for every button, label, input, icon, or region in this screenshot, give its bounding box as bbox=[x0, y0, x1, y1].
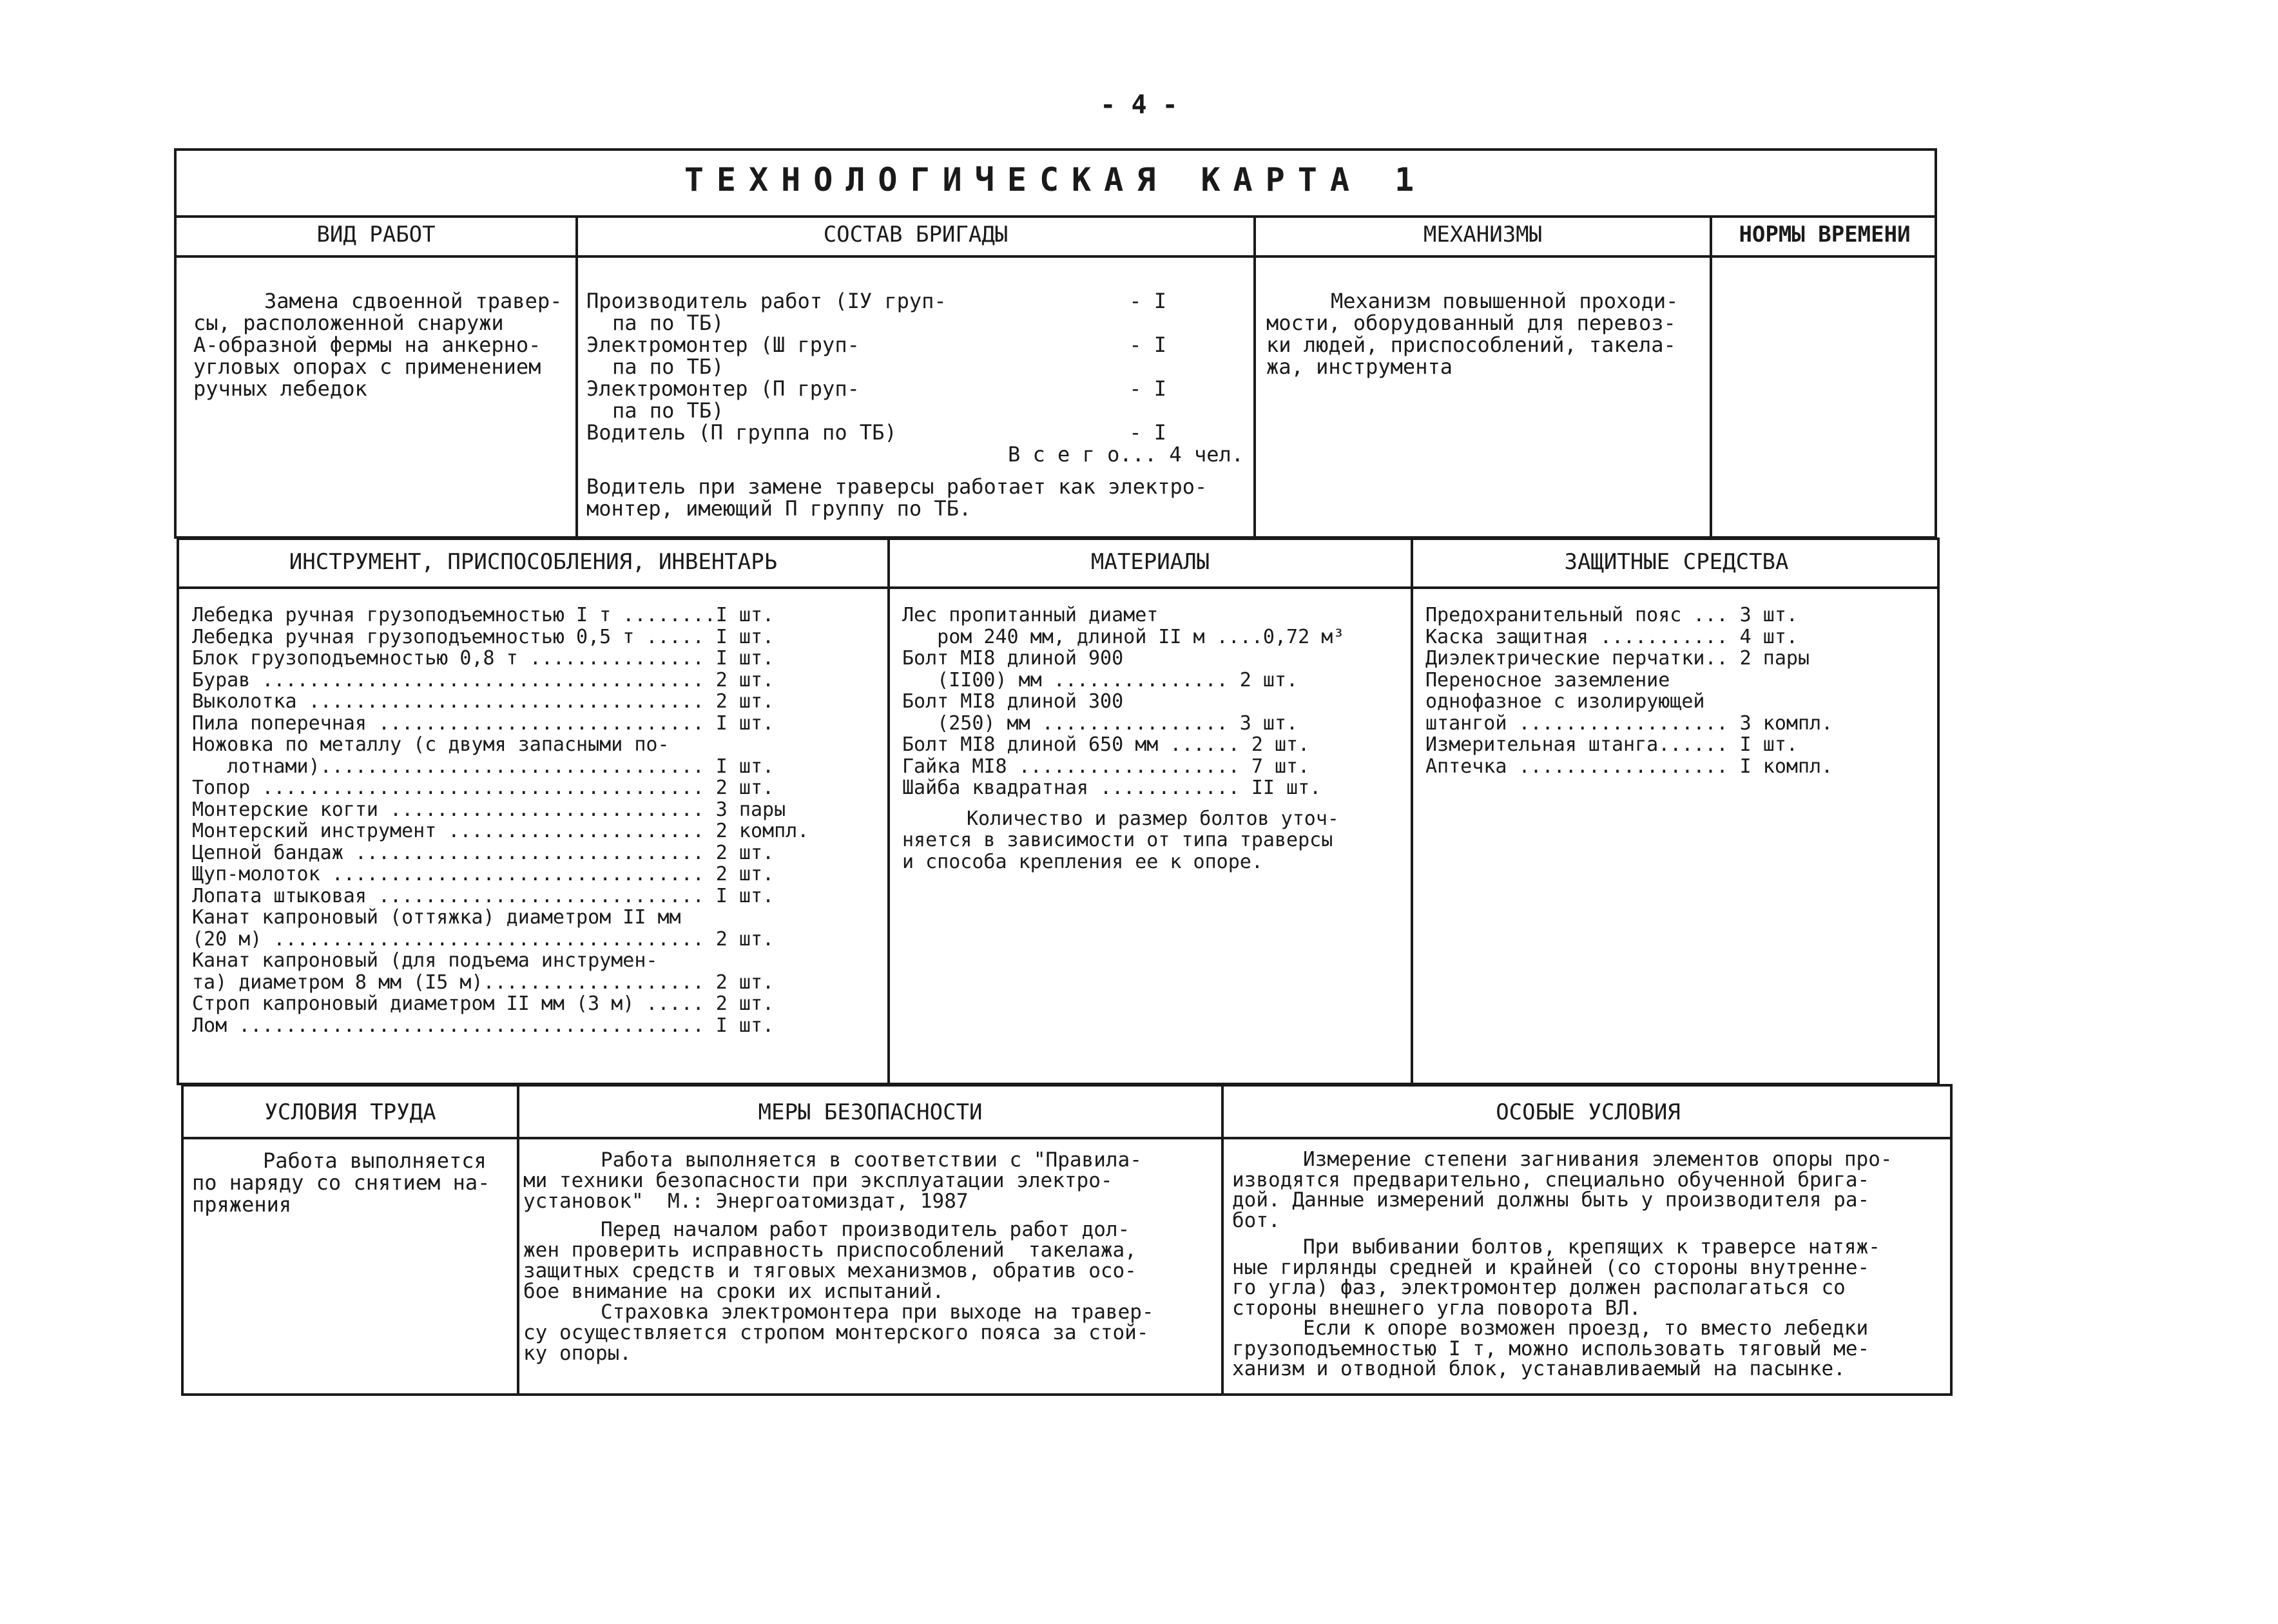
brigade-row-cont bbox=[586, 312, 1244, 334]
list-item: Болт MI8 длиной 300 bbox=[902, 690, 1124, 713]
divider bbox=[1221, 1084, 1224, 1396]
list-item: Лес пропитанный диамет bbox=[902, 604, 1159, 626]
zashchitnye-list bbox=[1425, 604, 1935, 777]
materialy-items bbox=[902, 604, 1408, 799]
brigade-count: - I bbox=[1129, 376, 1166, 401]
list-item: Измерительная штанга...... I шт. bbox=[1425, 733, 1798, 756]
header-materialy: МАТЕРИАЛЫ bbox=[1090, 549, 1210, 575]
list-item: Шайба квадратная ............ II шт. bbox=[902, 777, 1322, 799]
brigade-row bbox=[586, 334, 1244, 356]
osobye-paragraph: Если к опоре возможен проезд, то вместо лебедки грузоподъемностью I т, можно использовать тяговый ме- ханизм и отводной блок, устанавливаемый на пасынке. bbox=[1232, 1317, 1870, 1380]
osobye-paragraph: При выбивании болтов, крепящих к траверсе натяж- ные гирлянды средней и крайней (со стороны внутренне- го угла) фаз, электромонтер должен располагаться со стороны внешнего угла поворота ВЛ. bbox=[1232, 1235, 1880, 1320]
zashchitnye-items bbox=[1425, 604, 1935, 777]
divider bbox=[1253, 215, 1256, 539]
mekhanizmy-text bbox=[1266, 290, 1704, 378]
divider bbox=[174, 215, 1937, 218]
list-item: Строп капроновый диаметром II мм (3 м) ..... 2 шт. bbox=[192, 992, 775, 1015]
list-item: та) диаметром 8 мм (I5 м)................... 2 шт. bbox=[192, 971, 775, 994]
list-item: (250) мм ................ 3 шт. bbox=[902, 711, 1298, 735]
header-vid-rabot: ВИД РАБОТ bbox=[316, 222, 436, 247]
brigade-note: Водитель при замене траверсы работает как электро- монтер, имеющий П группу по ТБ. bbox=[586, 474, 1208, 521]
list-item: (II00) мм ............... 2 шт. bbox=[902, 668, 1298, 691]
list-item: Лебедка ручная грузоподъемностью I т ........I шт. bbox=[192, 604, 775, 626]
list-item: Предохранительный пояс ... 3 шт. bbox=[1425, 604, 1798, 626]
divider bbox=[1411, 537, 1413, 1085]
brigade-row bbox=[586, 290, 1244, 312]
list-item: Канат капроновый (для подъема инструмен- bbox=[192, 949, 658, 972]
list-item: Монтерский инструмент ...................... 2 компл. bbox=[192, 820, 809, 842]
list-item: Лопата штыковая ............................ I шт. bbox=[192, 884, 775, 907]
list-item: однофазное с изолирующей bbox=[1425, 690, 1705, 713]
header-zashchitnye: ЗАЩИТНЫЕ СРЕДСТВА bbox=[1564, 549, 1789, 575]
list-item: Монтерские когти ........................... 3 пары bbox=[192, 798, 786, 821]
brigade-role: Водитель (П группа по ТБ) bbox=[586, 420, 897, 445]
mekhanizmy-paragraph: Механизм повышенной проходи- мости, оборудованный для перевоз- ки людей, приспособлений, такела- жа, инструмента bbox=[1266, 289, 1679, 379]
materialy-list bbox=[902, 604, 1408, 873]
list-item: Щуп-молоток ................................ 2 шт. bbox=[192, 863, 775, 885]
list-item: Топор ...................................... 2 шт. bbox=[192, 777, 775, 799]
header-normy-vremeni: НОРМЫ ВРЕМЕНИ bbox=[1739, 222, 1911, 247]
vid-rabot-paragraph: Замена сдвоенной травер- сы, расположенной снаружи А-образной фермы на анкерно- угловых опорах с применением ручных лебедок bbox=[193, 289, 563, 401]
header-instrument: ИНСТРУМЕНТ, ПРИСПОСОБЛЕНИЯ, ИНВЕНТАРЬ bbox=[289, 549, 778, 575]
usloviya-text bbox=[192, 1150, 514, 1215]
list-item: лотнами)................................. I шт. bbox=[192, 755, 775, 778]
instrument-items bbox=[192, 604, 885, 1036]
osobye-paragraph: Измерение степени загнивания элементов опоры про- изводятся предварительно, специально обученной брига- дой. Данные измерений должны быть у производителя ра- бот. bbox=[1232, 1148, 1893, 1232]
list-item: Гайка MI8 ................... 7 шт. bbox=[902, 755, 1310, 778]
brigade-role-cont: па по ТБ) bbox=[612, 354, 724, 379]
brigade-row-cont bbox=[586, 356, 1244, 378]
header-osobye: ОСОБЫЕ УСЛОВИЯ bbox=[1496, 1099, 1681, 1125]
vid-rabot-text bbox=[193, 290, 574, 400]
brigade-count: - I bbox=[1129, 420, 1166, 445]
list-item: ром 240 мм, длиной II м ....0,72 м³ bbox=[902, 625, 1345, 648]
brigade-row bbox=[586, 421, 1244, 443]
materialy-note: Количество и размер болтов уточ- няется в зависимости от типа траверсы и способа крепления ее к опоре. bbox=[902, 807, 1339, 873]
brigade-role-cont: па по ТБ) bbox=[612, 398, 724, 423]
list-item: Диэлектрические перчатки.. 2 пары bbox=[1425, 647, 1810, 670]
list-item: Бурав ...................................... 2 шт. bbox=[192, 668, 775, 691]
mery-paragraph: Работа выполняется в соответствии с "Правила- ми техники безопасности при эксплуатации электро- установок" М.: Энергоатомиздат, 1987 bbox=[523, 1148, 1142, 1213]
list-item: Переносное заземление bbox=[1425, 668, 1670, 691]
list-item: (20 м) ..................................... 2 шт. bbox=[192, 927, 775, 951]
brigade-count: - I bbox=[1129, 333, 1166, 357]
list-item: Каска защитная ........... 4 шт. bbox=[1425, 625, 1798, 648]
divider bbox=[174, 255, 1937, 258]
divider bbox=[887, 537, 890, 1085]
list-item: Аптечка .................. I компл. bbox=[1425, 755, 1833, 778]
header-mery: МЕРЫ БЕЗОПАСНОСТИ bbox=[758, 1099, 983, 1125]
divider bbox=[517, 1084, 519, 1396]
header-usloviya: УСЛОВИЯ ТРУДА bbox=[264, 1099, 436, 1125]
brigade-role: Электромонтер (П груп- bbox=[586, 376, 860, 401]
document-title: ТЕХНОЛОГИЧЕСКАЯ КАРТА 1 bbox=[684, 161, 1427, 198]
osobye-text bbox=[1232, 1150, 1949, 1380]
brigade-role: Электромонтер (Ш груп- bbox=[586, 333, 860, 357]
divider bbox=[575, 215, 578, 539]
brigade-total: В с е г о... 4 чел. bbox=[1007, 442, 1244, 467]
list-item: Выколотка .................................. 2 шт. bbox=[192, 690, 775, 713]
usloviya-paragraph: Работа выполняется по наряду со снятием на- пряжения bbox=[192, 1148, 490, 1217]
page-number: - 4 - bbox=[1100, 90, 1178, 120]
list-item: Канат капроновый (оттяжка) диаметром II мм bbox=[192, 906, 681, 929]
brigade-composition bbox=[586, 290, 1244, 519]
instrument-list bbox=[192, 604, 885, 1036]
brigade-role-cont: па по ТБ) bbox=[612, 311, 724, 335]
divider bbox=[177, 586, 1940, 589]
brigade-row-cont bbox=[586, 400, 1244, 421]
list-item: Пила поперечная ............................ I шт. bbox=[192, 711, 775, 735]
mery-paragraph: Перед началом работ производитель работ дол- жен проверить исправность приспособлений такелажа, защитных средств и тяговых механизмов, обратив осо- бое внимание на сроки их испытаний. bbox=[523, 1218, 1137, 1303]
list-item: Болт MI8 длиной 900 bbox=[902, 647, 1124, 670]
list-item: Лом ........................................ I шт. bbox=[192, 1014, 775, 1037]
divider bbox=[181, 1137, 1953, 1139]
list-item: Блок грузоподъемностью 0,8 т ............... I шт. bbox=[192, 647, 775, 670]
brigade-count: - I bbox=[1129, 289, 1166, 313]
header-mekhanizmy: МЕХАНИЗМЫ bbox=[1423, 222, 1543, 247]
brigade-row bbox=[586, 378, 1244, 400]
list-item: Цепной бандаж .............................. 2 шт. bbox=[192, 841, 775, 864]
list-item: Ножовка по металлу (с двумя запасными по- bbox=[192, 733, 670, 756]
list-item: Лебедка ручная грузоподъемностью 0,5 т ..... I шт. bbox=[192, 625, 775, 648]
header-sostav-brigady: СОСТАВ БРИГАДЫ bbox=[823, 222, 1009, 247]
mery-text bbox=[523, 1150, 1219, 1364]
list-item: Болт MI8 длиной 650 мм ...... 2 шт. bbox=[902, 733, 1310, 756]
brigade-role: Производитель работ (IУ груп- bbox=[586, 289, 947, 313]
divider bbox=[1710, 215, 1712, 539]
list-item: штангой .................. 3 компл. bbox=[1425, 711, 1833, 735]
mery-paragraph: Страховка электромонтера при выходе на травер- су осуществляется стропом монтерского пояса за стой- ку опоры. bbox=[523, 1300, 1154, 1365]
